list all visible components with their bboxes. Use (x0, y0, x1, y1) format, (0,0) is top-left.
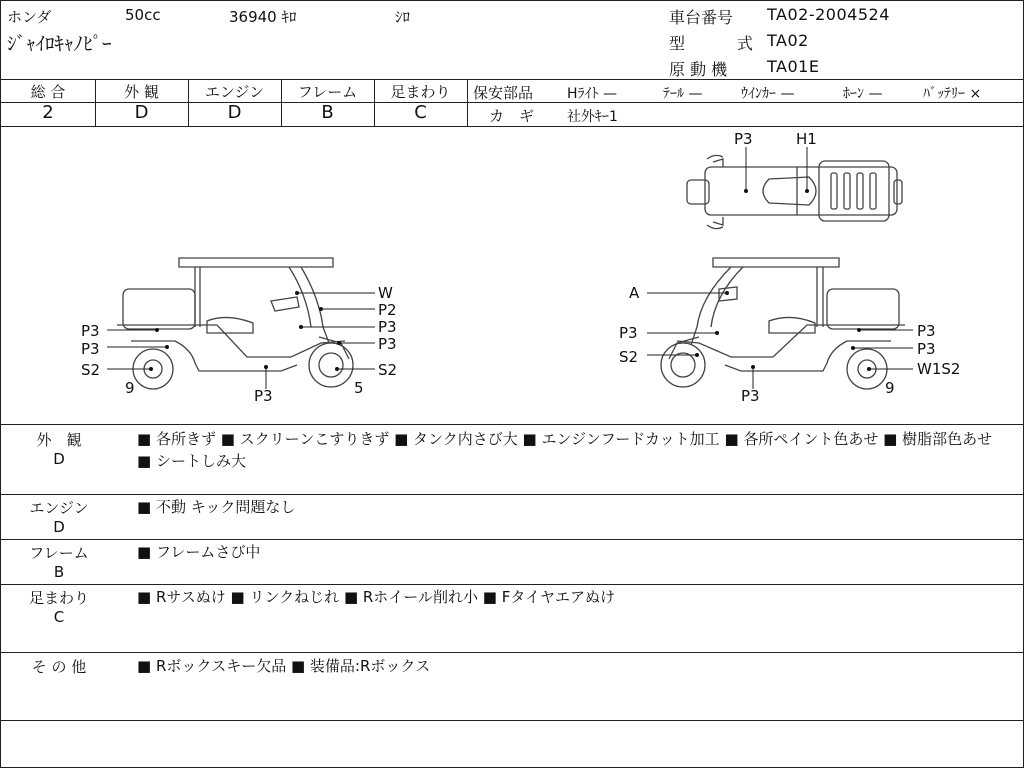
left-p3-bottom-label: P3 (254, 387, 273, 405)
left-p3a-label: P3 (378, 318, 397, 336)
right-a-label: A (629, 284, 640, 302)
engine-label: 原 動 機 (669, 60, 728, 79)
displacement: 50cc (125, 6, 161, 24)
left-num5-label: 5 (354, 379, 364, 397)
divider (1, 494, 1023, 495)
key-label: カ ギ (489, 107, 535, 125)
safety-horn: ﾎｰﾝ — (843, 86, 883, 102)
left-p3b-label: P3 (378, 335, 397, 353)
divider (1, 720, 1023, 721)
right-p3-bottom-label: P3 (741, 387, 760, 405)
overall-label: 総 合 (30, 83, 66, 101)
engine-value: TA01E (767, 57, 820, 76)
remarks-frame-label: フレーム (29, 544, 89, 562)
frame-no-label: 車台番号 (669, 8, 734, 27)
mileage: 36940 ｷﾛ (229, 8, 297, 26)
type-label-1: 型 (669, 34, 686, 53)
divider (1, 584, 1023, 585)
right-p3-r2-label: P3 (917, 340, 936, 358)
right-w1s2-label: W1S2 (917, 360, 961, 378)
safety-winker: ｳｲﾝｶｰ — (741, 86, 795, 102)
top-h1-label: H1 (796, 130, 817, 148)
divider (1, 424, 1023, 425)
top-view-drawing (687, 155, 902, 228)
maker: ホンダ (7, 8, 52, 26)
scooter-diagram (1, 127, 1023, 423)
type-label-2: 式 (737, 34, 754, 53)
left-s2-rear-label: S2 (81, 361, 101, 379)
divider (467, 79, 468, 126)
frame-no: TA02-2004524 (767, 5, 890, 24)
remarks-suspension-text: ■ Rサスぬけ ■ リンクねじれ ■ Rホイール削れ小 ■ Fタイヤエアぬけ (137, 588, 616, 606)
divider (1, 652, 1023, 653)
suspension-grade: C (414, 102, 427, 123)
safety-label: 保安部品 (473, 84, 534, 102)
right-s2-left-label: S2 (619, 348, 639, 366)
suspension-grade-label: 足まわり (390, 83, 451, 101)
right-num9-label: 9 (885, 379, 895, 397)
color: ｼﾛ (395, 8, 411, 26)
exterior-grade: D (134, 102, 149, 123)
overall-grade: 2 (42, 102, 54, 123)
right-p3-left-label: P3 (619, 324, 638, 342)
frame-grade-label: フレーム (297, 83, 358, 101)
remarks-engine-text: ■ 不動 キック問題なし (137, 498, 296, 516)
divider (1, 539, 1023, 540)
model-name: ｼﾞｬｲﾛｷｬﾉﾋﾟｰ (7, 33, 112, 55)
top-p3-label: P3 (734, 130, 753, 148)
remarks-exterior-label: 外 観 (36, 431, 82, 449)
remarks-other-label: そ の 他 (31, 658, 87, 676)
key-value: 社外ｷｰ1 (567, 109, 618, 125)
remarks-suspension-grade: C (53, 608, 65, 626)
right-p3-r1-label: P3 (917, 322, 936, 340)
remarks-suspension-label: 足まわり (28, 589, 89, 607)
type-value: TA02 (767, 31, 809, 50)
remarks-exterior-text: ■ 各所きず ■ スクリーンこすりきず ■ タンク内さび大 ■ エンジンフードカット加工 ■ 各所ペイント色あせ ■ 樹脂部色あせ ■ シートしみ大 (137, 430, 993, 470)
remarks-engine-grade: D (53, 518, 65, 536)
left-p2-label: P2 (378, 301, 397, 319)
exterior-label: 外 観 (124, 83, 159, 101)
engine-grade: D (227, 102, 242, 123)
remarks-frame-text: ■ フレームさび中 (137, 543, 261, 561)
engine-grade-label: エンジン (204, 83, 265, 101)
left-p3-rear2-label: P3 (81, 340, 100, 358)
divider (1, 79, 1023, 80)
frame-grade: B (321, 102, 334, 123)
safety-headlight: Hﾗｲﾄ — (567, 86, 617, 102)
left-num9-label: 9 (125, 379, 135, 397)
left-w-label: W (378, 284, 393, 302)
left-s2-front-label: S2 (378, 361, 398, 379)
remarks-other-text: ■ Rボックスキー欠品 ■ 装備品:Rボックス (137, 657, 431, 675)
left-p3-rear-label: P3 (81, 322, 100, 340)
remarks-exterior-grade: D (53, 450, 65, 468)
safety-tail: ﾃｰﾙ — (663, 86, 703, 102)
remarks-engine-label: エンジン (29, 499, 89, 517)
remarks-frame-grade: B (53, 563, 65, 581)
safety-battery: ﾊﾞｯﾃﾘｰ × (923, 86, 982, 102)
